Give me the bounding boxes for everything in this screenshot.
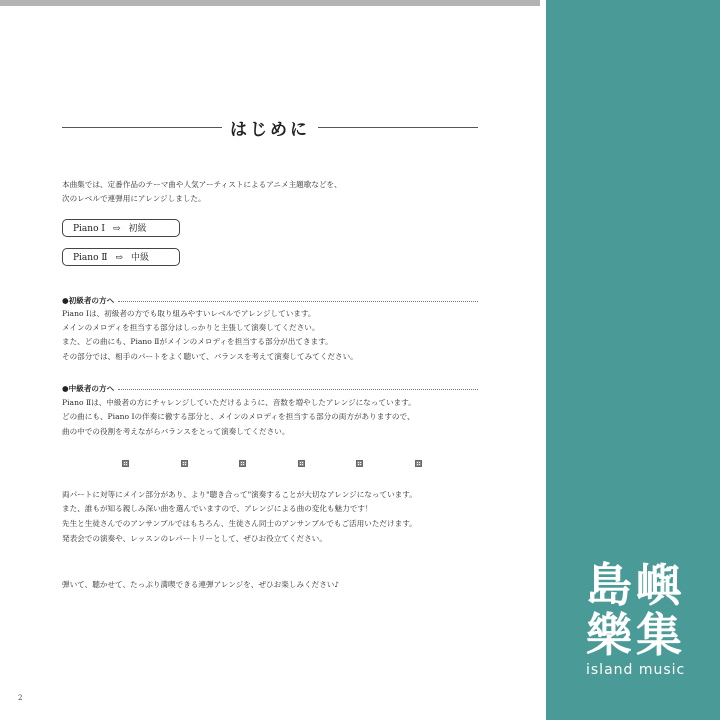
ornament-icon [122,460,129,467]
dotted-leader [118,301,478,302]
beginner-line: その部分では、相手のパートをよく聴いて、バランスを考えて演奏してみてください。 [62,352,358,361]
closing-line: 先生と生徒さんでのアンサンブルではもちろん、生徒さん同士のアンサンブルでもご活用いただけます。 [62,519,417,528]
page-number: 2 [18,694,23,702]
level-name: 初級 [128,224,147,234]
intro-line: 次のレベルで連弾用にアレンジしました。 [62,194,206,203]
arrow-right-icon: ⇨ [112,224,121,234]
final-line: 弾いて、聴かせて、たっぷり満喫できる連弾アレンジを、ぜひお楽しみください♪ [62,580,340,589]
ornament-divider [122,460,422,470]
intermediate-line: どの曲にも、Piano Ⅰの伴奏に徹する部分と、メインのメロディを担当する部分の両方がありますので、 [62,412,415,421]
level-box-piano-2 [62,248,180,266]
level-part: Piano Ⅰ [73,224,105,234]
logo-line-1: 島嶼 [586,558,686,612]
closing-line: また、誰もが知る親しみ深い曲を選んでいますので、アレンジによる曲の変化も魅力です！ [62,504,373,513]
level-part: Piano Ⅱ [73,253,108,263]
intermediate-line: 曲の中での役割を考えながらバランスをとって演奏してください。 [62,427,290,436]
intermediate-section-heading [62,382,478,394]
intro-line: 本曲集では、定番作品のテーマ曲や人気アーティストによるアニメ主題歌などを、 [62,180,342,189]
arrow-right-icon: ⇨ [115,253,124,263]
beginner-section-heading [62,294,478,306]
watermark-logo [586,560,696,700]
heading-rule-left [62,127,222,128]
section-label: ●初級者の方へ [62,295,115,305]
section-label: ●中級者の方へ [62,383,115,393]
page-top-bar [0,0,540,6]
logo-line-2: 樂集 [586,608,686,662]
page-heading [62,114,478,140]
heading-rule-right [318,127,478,128]
logo-subtitle: island music [586,662,686,678]
beginner-line: Piano Ⅰは、初級者の方でも取り組みやすいレベルでアレンジしています。 [62,309,316,318]
beginner-line: メインのメロディを担当する部分はしっかりと主張して演奏してください。 [62,323,320,332]
page-title: はじめに [230,119,310,140]
ornament-icon [239,460,246,467]
closing-line: 両パートに対等にメイン部分があり、より"聴き合って"演奏することが大切なアレンジになっています。 [62,490,417,499]
level-name: 中級 [131,253,150,263]
beginner-line: また、どの曲にも、Piano Ⅱがメインのメロディを担当する部分が出てきます。 [62,337,333,346]
closing-line: 発表会での演奏や、レッスンのレパートリーとして、ぜひお役立てください。 [62,534,327,543]
ornament-icon [181,460,188,467]
ornament-icon [298,460,305,467]
ornament-icon [356,460,363,467]
intermediate-line: Piano Ⅱは、中級者の方にチャレンジしていただけるように、音数を増やしたアレンジになっています。 [62,398,416,407]
ornament-icon [415,460,422,467]
level-box-piano-1 [62,219,180,237]
dotted-leader [118,389,478,390]
